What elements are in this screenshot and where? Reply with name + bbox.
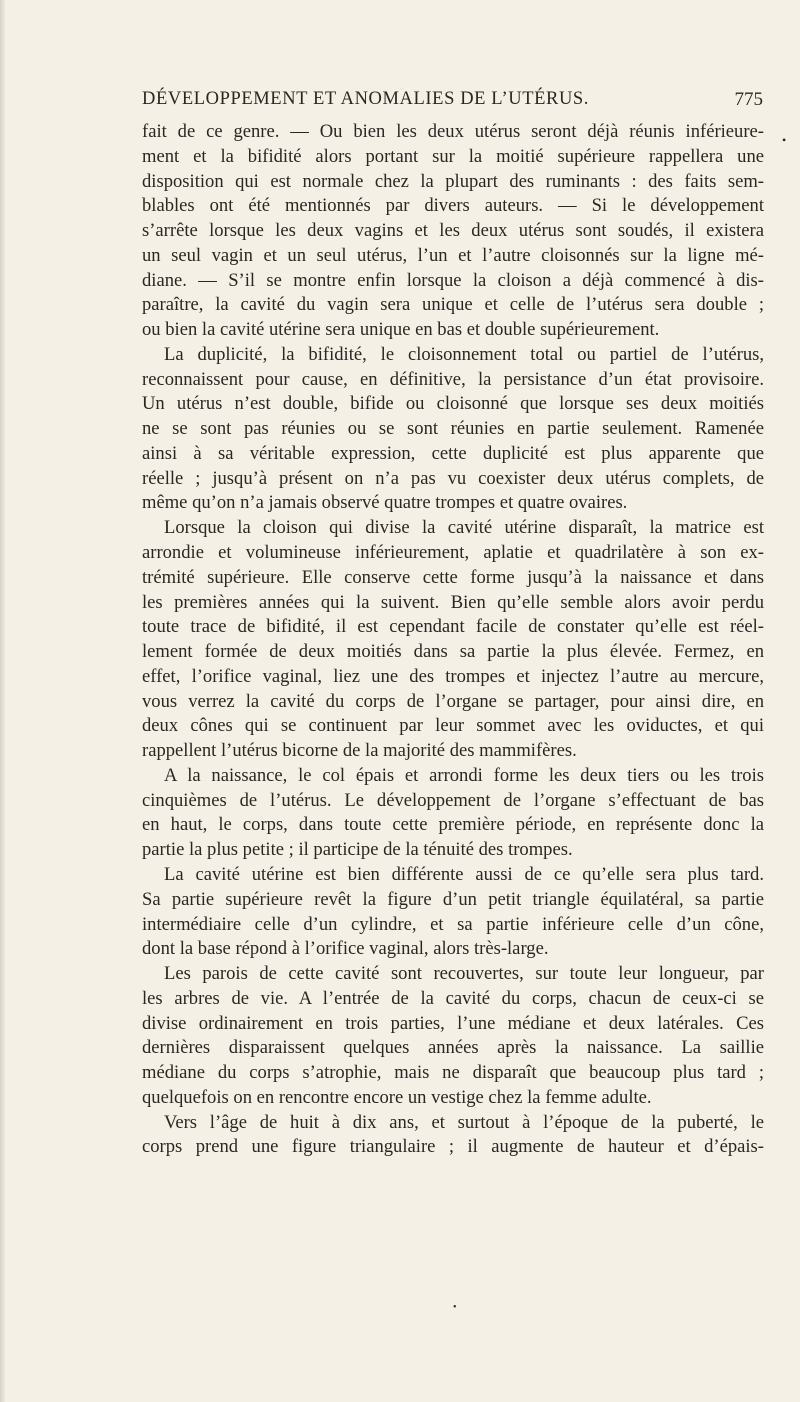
page-header [142,89,763,119]
text-line: ment et la bifidité alors portant sur la moitié supérieure rappellera une [142,145,764,167]
text-line: même qu’on n’a jamais observé quatre trompes et quatre ovaires. [142,492,628,514]
text-line: un seul vagin et un seul utérus, l’un et l’autre cloisonnés sur la ligne mé- [142,244,764,266]
text-line: lement formée de deux moitiés dans sa partie la plus élevée. Fermez, en [142,641,764,663]
text-line: diane. — S’il se montre enfin lorsque la cloison a déjà commencé à dis- [142,269,764,291]
text-line: quelquefois on en rencontre encore un vestige chez la femme adulte. [142,1086,652,1108]
text-line: réelle ; jusqu’à présent on n’a pas vu coexister deux utérus complets, de [142,467,764,489]
text-line: ne se sont pas réunies ou se sont réunies en partie seulement. Ramenée [142,418,764,440]
text-line: intermédiaire celle d’un cylindre, et sa partie inférieure celle d’un cône, [142,913,764,935]
text-line: s’arrête lorsque les deux vagins et les deux utérus sont soudés, il existera [142,220,764,242]
text-line: partie la plus petite ; il participe de la ténuité des trompes. [142,839,573,861]
text-line: deux cônes qui se continuent par leur sommet avec les oviductes, et qui [142,715,764,737]
text-line: ou bien la cavité utérine sera unique en bas et double supérieurement. [142,319,660,341]
text-line: La duplicité, la bifidité, le cloisonnement total ou partiel de l’utérus, [164,343,764,365]
running-title: DÉVELOPPEMENT ET ANOMALIES DE L’UTÉRUS. [142,89,590,109]
text-line: corps prend une figure triangulaire ; il augmente de hauteur et d’épais- [142,1136,764,1158]
text-line: Les parois de cette cavité sont recouvertes, sur toute leur longueur, par [164,963,764,985]
text-line: cinquièmes de l’utérus. Le développement de l’organe s’effectuant de bas [142,789,764,811]
text-line: médiane du corps s’atrophie, mais ne disparaît que beaucoup plus tard ; [142,1062,764,1084]
page-number: 775 [734,89,763,110]
text-line: toute trace de bifidité, il est cependant facile de constater qu’elle est réel- [142,616,764,638]
body-text [142,120,764,1160]
text-line: Lorsque la cloison qui divise la cavité utérine disparaît, la matrice est [164,517,764,539]
text-line: arrondie et volumineuse inférieurement, aplatie et quadrilatère à son ex- [142,542,764,564]
text-line: vous verrez la cavité du corps de l’organe se partager, pour ainsi dire, en [142,690,764,712]
text-line: rappellent l’utérus bicorne de la majorité des mammifères. [142,740,577,762]
text-line: les arbres de vie. A l’entrée de la cavité du corps, chacun de ceux-ci se [142,987,764,1009]
text-line: Un utérus n’est double, bifide ou cloisonné que lorsque ses deux moitiés [142,393,764,415]
text-line: trémité supérieure. Elle conserve cette forme jusqu’à la naissance et dans [142,566,764,588]
text-line: les premières années qui la suivent. Bien qu’elle semble alors avoir perdu [142,591,764,613]
text-line: Vers l’âge de huit à dix ans, et surtout à l’époque de la puberté, le [164,1111,764,1133]
text-line: en haut, le corps, dans toute cette première période, en représente donc la [142,814,764,836]
text-line: fait de ce genre. — Ou bien les deux utérus seront déjà réunis inférieure- [142,121,764,142]
text-line: dernières disparaissent quelques années après la naissance. La saillie [142,1037,764,1059]
text-line: dont la base répond à l’orifice vaginal, alors très-large. [142,938,549,960]
text-line: A la naissance, le col épais et arrondi forme les deux tiers ou les trois [164,764,764,786]
text-line: La cavité utérine est bien différente aussi de ce qu’elle sera plus tard. [164,863,764,885]
text-line: reconnaissent pour cause, en définitive, la persistance d’un état provisoire. [142,368,764,390]
text-line: paraître, la cavité du vagin sera unique et celle de l’utérus sera double ; [142,294,764,316]
text-line: Sa partie supérieure revêt la figure d’un petit triangle équilatéral, sa partie [142,888,764,910]
text-line: disposition qui est normale chez la plupart des ruminants : des faits sem- [142,170,764,192]
text-line: blables ont été mentionnés par divers auteurs. — Si le développement [142,195,764,217]
text-line: effet, l’orifice vaginal, liez une des trompes et injectez l’autre au mercure, [142,665,764,687]
text-line: divise ordinairement en trois parties, l’une médiane et deux latérales. Ces [142,1012,764,1034]
page-gutter-shadow [0,0,6,1402]
text-line: ainsi à sa véritable expression, cette duplicité est plus apparente que [142,442,764,464]
margin-mark: • [782,133,787,147]
bottom-mark: • [453,1302,457,1313]
